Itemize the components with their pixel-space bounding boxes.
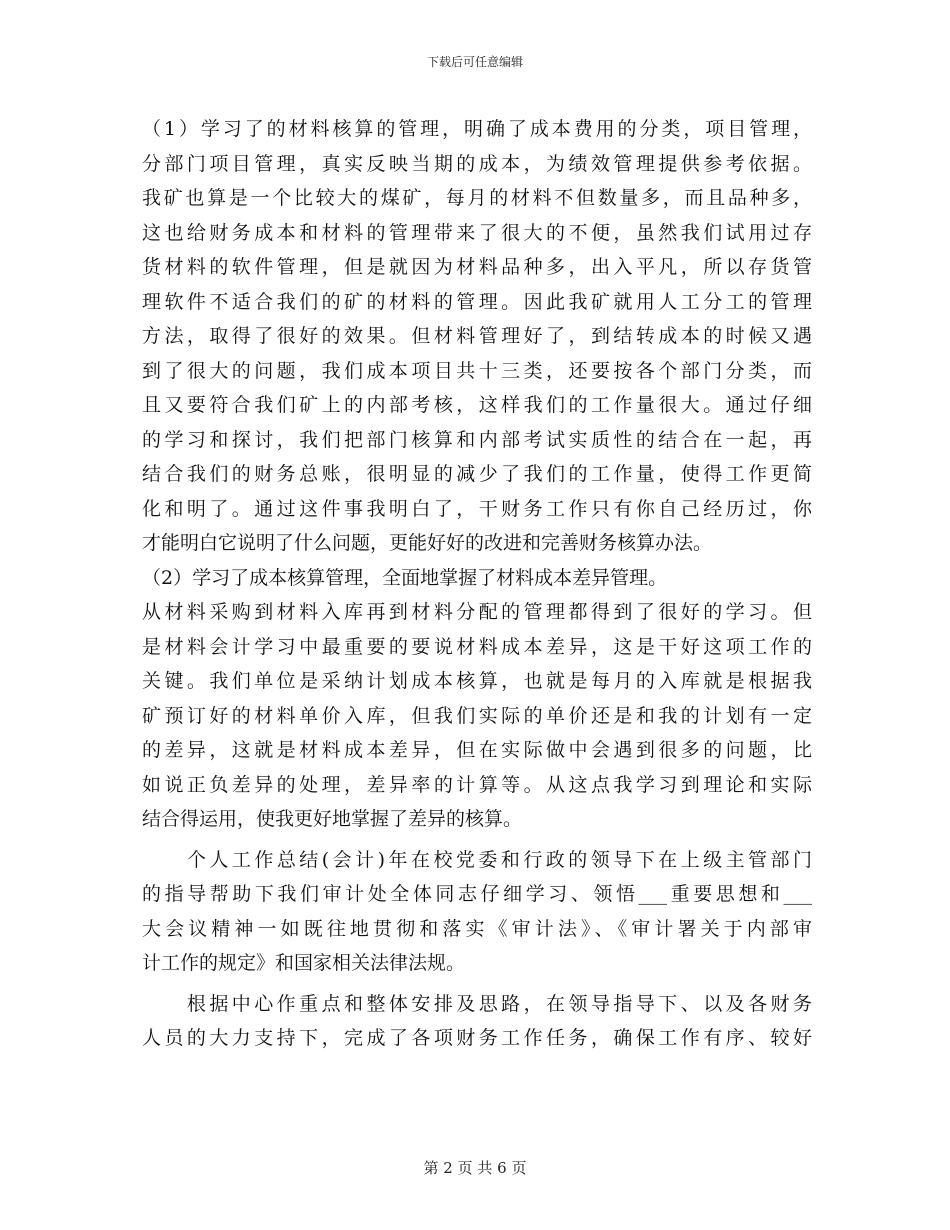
text-line: 这也给财务成本和材料的管理带来了很大的不便，虽然我们试用过存 [142,221,812,244]
text-line: 计工作的规定》和国家相关法律法规。 [142,952,466,974]
text-line: 化和明了。通过这件事我明白了，干财务工作只有你自己经历过，你 [142,497,812,520]
text-line: 的指导帮助下我们审计处全体同志仔细学习、领悟___重要思想和___ [142,883,812,905]
paragraph-cost-accounting-heading [142,561,812,596]
page-header: 下载后可任意编辑 [426,55,523,69]
text-line: 个人工作总结(会计)年在校党委和行政的领导下在上级主管部门 [142,848,812,871]
paragraph-audit-summary [142,843,812,981]
text-line: 分部门项目管理，真实反映当期的成本，为绩效管理提供参考依据。 [142,152,812,175]
text-line: 如说正负差异的处理，差异率的计算等。从这点我学习到理论和实际 [142,773,812,796]
text-line: 结合得运用，使我更好地掌握了差异的核算。 [142,808,523,830]
text-line: 到了很大的问题，我们成本项目共十三类，还要按各个部门分类，而 [142,359,812,382]
text-line: 是材料会计学习中最重要的要说材料成本差异，这是干好这项工作的 [142,635,812,658]
text-line: 矿预订好的材料单价入库，但我们实际的单价还是和我的计划有一定 [142,704,812,727]
text-line: 关键。我们单位是采纳计划成本核算，也就是每月的入库就是根据我 [142,670,812,692]
text-line: 货材料的软件管理，但是就因为材料品种多，出入平凡，所以存货管 [142,256,812,278]
text-line: （1）学习了的材料核算的管理，明确了成本费用的分类，项目管理， [142,118,812,140]
text-line: 方法，取得了很好的效果。但材料管理好了，到结转成本的时候又遇 [142,325,812,347]
document-body [142,112,812,1056]
paragraph-cost-difference [142,595,812,837]
paragraph-work-overview [142,987,812,1056]
paragraph-material-accounting [142,112,812,561]
text-line: 根据中心作重点和整体安排及思路，在领导指导下、以及各财务 [142,992,812,1015]
text-line: 的差异，这就是材料成本差异，但在实际做中会遇到很多的问题，比 [142,739,812,761]
text-line: 的学习和探讨，我们把部门核算和内部考试实质性的结合在一起，再 [142,428,812,451]
text-line: 理软件不适合我们的矿的材料的管理。因此我矿就用人工分工的管理 [142,290,812,313]
page-number-footer: 第 2 页 共 6 页 [423,1159,527,1177]
text-line: 大会议精神一如既往地贯彻和落实《审计法》、《审计署关于内部审 [142,917,812,940]
text-line: 且又要符合我们矿上的内部考核，这样我们的工作量很大。通过仔细 [142,394,812,416]
text-line: 才能明白它说明了什么问题，更能好好的改进和完善财务核算办法。 [142,532,713,554]
text-line: 人员的大力支持下，完成了各项财务工作任务，确保工作有序、较好 [142,1027,812,1049]
text-line: 我矿也算是一个比较大的煤矿，每月的材料不但数量多，而且品种多， [142,187,812,209]
text-line: 结合我们的财务总账，很明显的减少了我们的工作量，使得工作更简 [142,463,812,485]
text-line: 从材料采购到材料入库再到材料分配的管理都得到了很好的学习。但 [142,601,812,623]
text-line: （2）学习了成本核算管理，全面地掌握了材料成本差异管理。 [142,566,668,589]
